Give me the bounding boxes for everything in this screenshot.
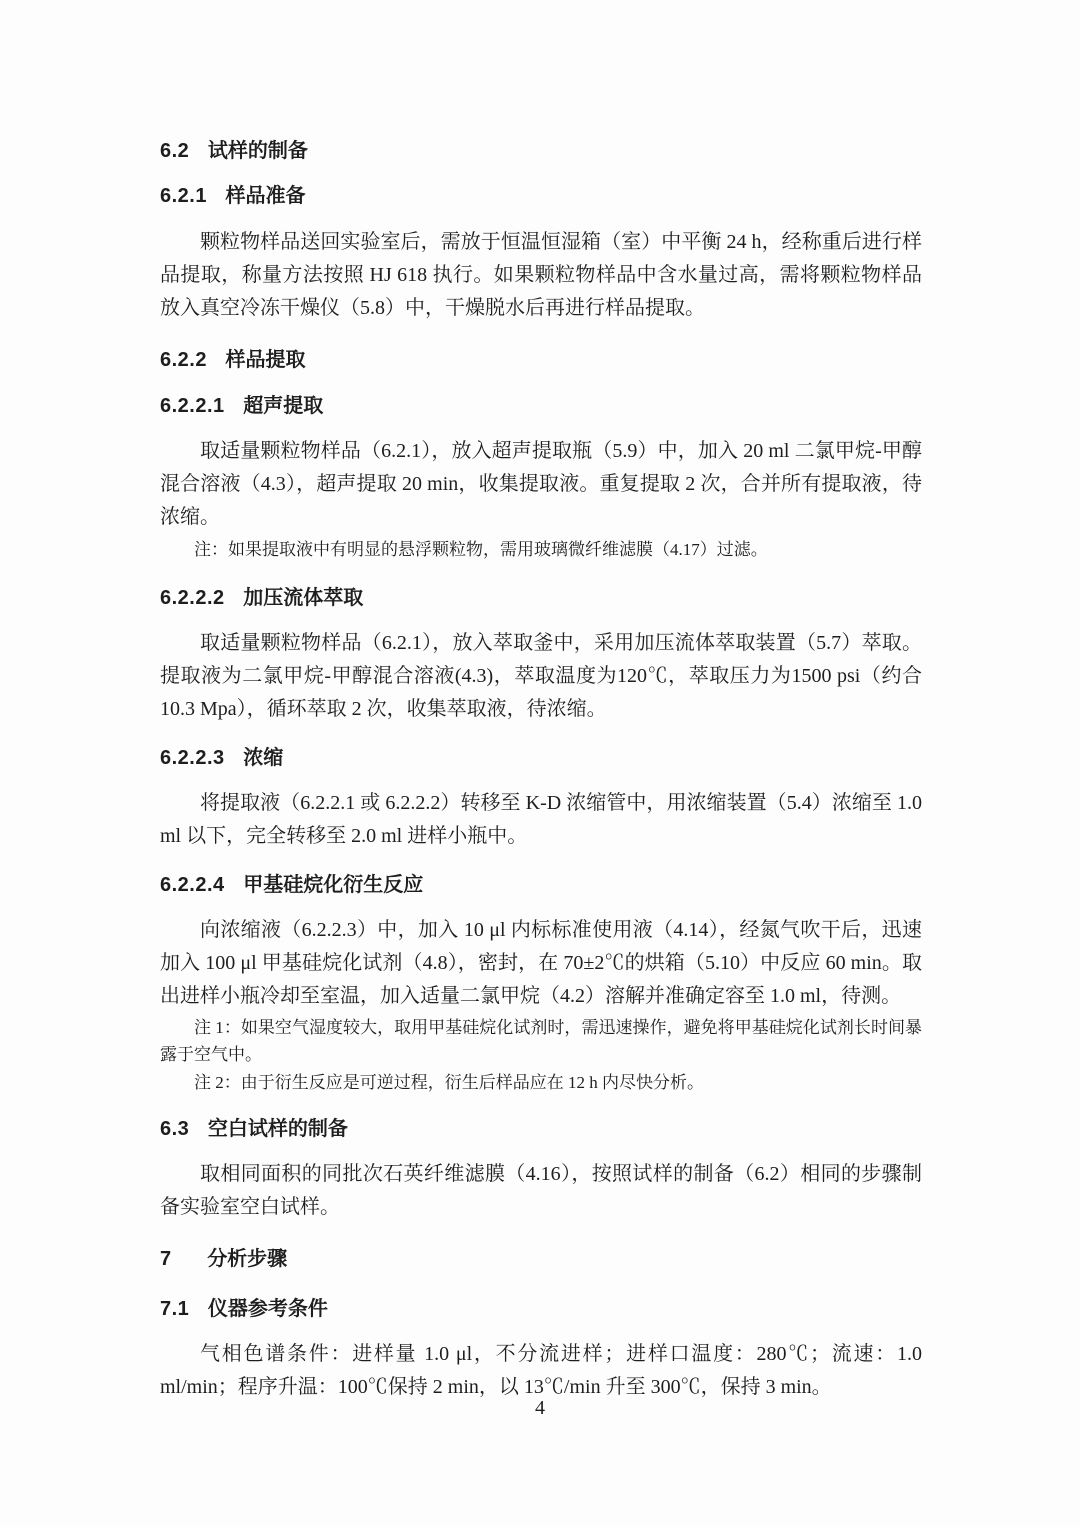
paragraph-silylation-derivatization: 向浓缩液（6.2.2.3）中，加入 10 μl 内标标准使用液（4.14），经氮气吹干后，迅速加入 100 μl 甲基硅烷化试剂（4.8），密封，在 70±2℃的烘箱（5.10）中反应 60 min。取出进样小瓶冷却至室温，加入适量二氯甲烷（4.2）溶解并准确定容至 1.0 ml，待测。: [160, 919, 922, 1007]
page-number: 4: [535, 1397, 545, 1419]
section-heading-7-1: [160, 1293, 922, 1326]
paragraph-blank-sample: 取相同面积的同批次石英纤维滤膜（4.16），按照试样的制备（6.2）相同的步骤制备实验室空白试样。: [160, 1163, 922, 1218]
section-heading-6-2-2-4: [160, 869, 922, 902]
note-ultrasonic-extraction: 注：如果提取液中有明显的悬浮颗粒物，需用玻璃微纤维滤膜（4.17）过滤。: [194, 540, 768, 559]
section-heading-7: [160, 1243, 922, 1276]
paragraph-gc-conditions: 气相色谱条件：进样量 1.0 μl，不分流进样；进样口温度：280℃；流速：1.0 ml/min；程序升温：100℃保持 2 min，以 13℃/min 升至 300℃，保持 3 min。: [160, 1343, 922, 1398]
section-heading-6-2-2-1: [160, 390, 922, 423]
section-heading-6-2-2-3: [160, 742, 922, 775]
section-title: 试样的制备: [207, 140, 308, 162]
section-title: 空白试样的制备: [207, 1118, 348, 1140]
section-title: 分析步骤: [207, 1248, 288, 1270]
paragraph-ultrasonic-extraction: 取适量颗粒物样品（6.2.1），放入超声提取瓶（5.9）中，加入 20 ml 二氯甲烷-甲醇混合溶液（4.3），超声提取 20 min，收集提取液。重复提取 2 次，合并所有提取液，待浓缩。: [160, 440, 922, 528]
section-title: 甲基硅烷化衍生反应: [243, 874, 424, 896]
section-number: 6.2.2.3: [160, 747, 225, 769]
section-title: 样品准备: [225, 185, 306, 207]
note-1-silylation: 注 1：如果空气湿度较大，取用甲基硅烷化试剂时，需迅速操作，避免将甲基硅烷化试剂长时间暴露于空气中。: [160, 1018, 922, 1064]
section-heading-6-2-2: [160, 344, 922, 377]
paragraph-sample-preparation: 颗粒物样品送回实验室后，需放于恒温恒湿箱（室）中平衡 24 h，经称重后进行样品提取，称量方法按照 HJ 618 执行。如果颗粒物样品中含水量过高，需将颗粒物样品放入真空冷冻干燥仪（5.8）中，干燥脱水后再进行样品提取。: [160, 231, 922, 319]
section-number: 6.2.2.4: [160, 874, 225, 896]
note-2-silylation: 注 2：由于衍生反应是可逆过程，衍生后样品应在 12 h 内尽快分析。: [194, 1073, 704, 1092]
section-heading-6-2-1: [160, 180, 922, 213]
section-title: 加压流体萃取: [243, 587, 364, 609]
paragraph-concentration: 将提取液（6.2.2.1 或 6.2.2.2）转移至 K-D 浓缩管中，用浓缩装置（5.4）浓缩至 1.0 ml 以下，完全转移至 2.0 ml 进样小瓶中。: [160, 792, 922, 847]
section-number: 6.2.2: [160, 349, 207, 371]
section-number: 6.2.1: [160, 185, 207, 207]
section-number: 6.2.2.1: [160, 395, 225, 417]
section-title: 仪器参考条件: [207, 1298, 328, 1320]
section-number: 6.2: [160, 140, 190, 162]
section-title: 浓缩: [243, 747, 284, 769]
page-footer: [0, 1392, 1080, 1425]
section-number: 6.2.2.2: [160, 587, 225, 609]
section-title: 超声提取: [243, 395, 324, 417]
paragraph-pressurized-fluid-extraction: 取适量颗粒物样品（6.2.1），放入萃取釜中，采用加压流体萃取装置（5.7）萃取。提取液为二氯甲烷-甲醇混合溶液(4.3)，萃取温度为120℃，萃取压力为1500 psi（约合10.3 Mpa），循环萃取 2 次，收集萃取液，待浓缩。: [160, 632, 922, 720]
section-number: 6.3: [160, 1118, 190, 1140]
section-number: 7.1: [160, 1298, 190, 1320]
page-content: [160, 135, 922, 1404]
section-number: 7: [160, 1248, 172, 1270]
section-heading-6-3: [160, 1113, 922, 1146]
section-title: 样品提取: [225, 349, 306, 371]
section-heading-6-2-2-2: [160, 582, 922, 615]
section-heading-6-2: [160, 135, 922, 168]
